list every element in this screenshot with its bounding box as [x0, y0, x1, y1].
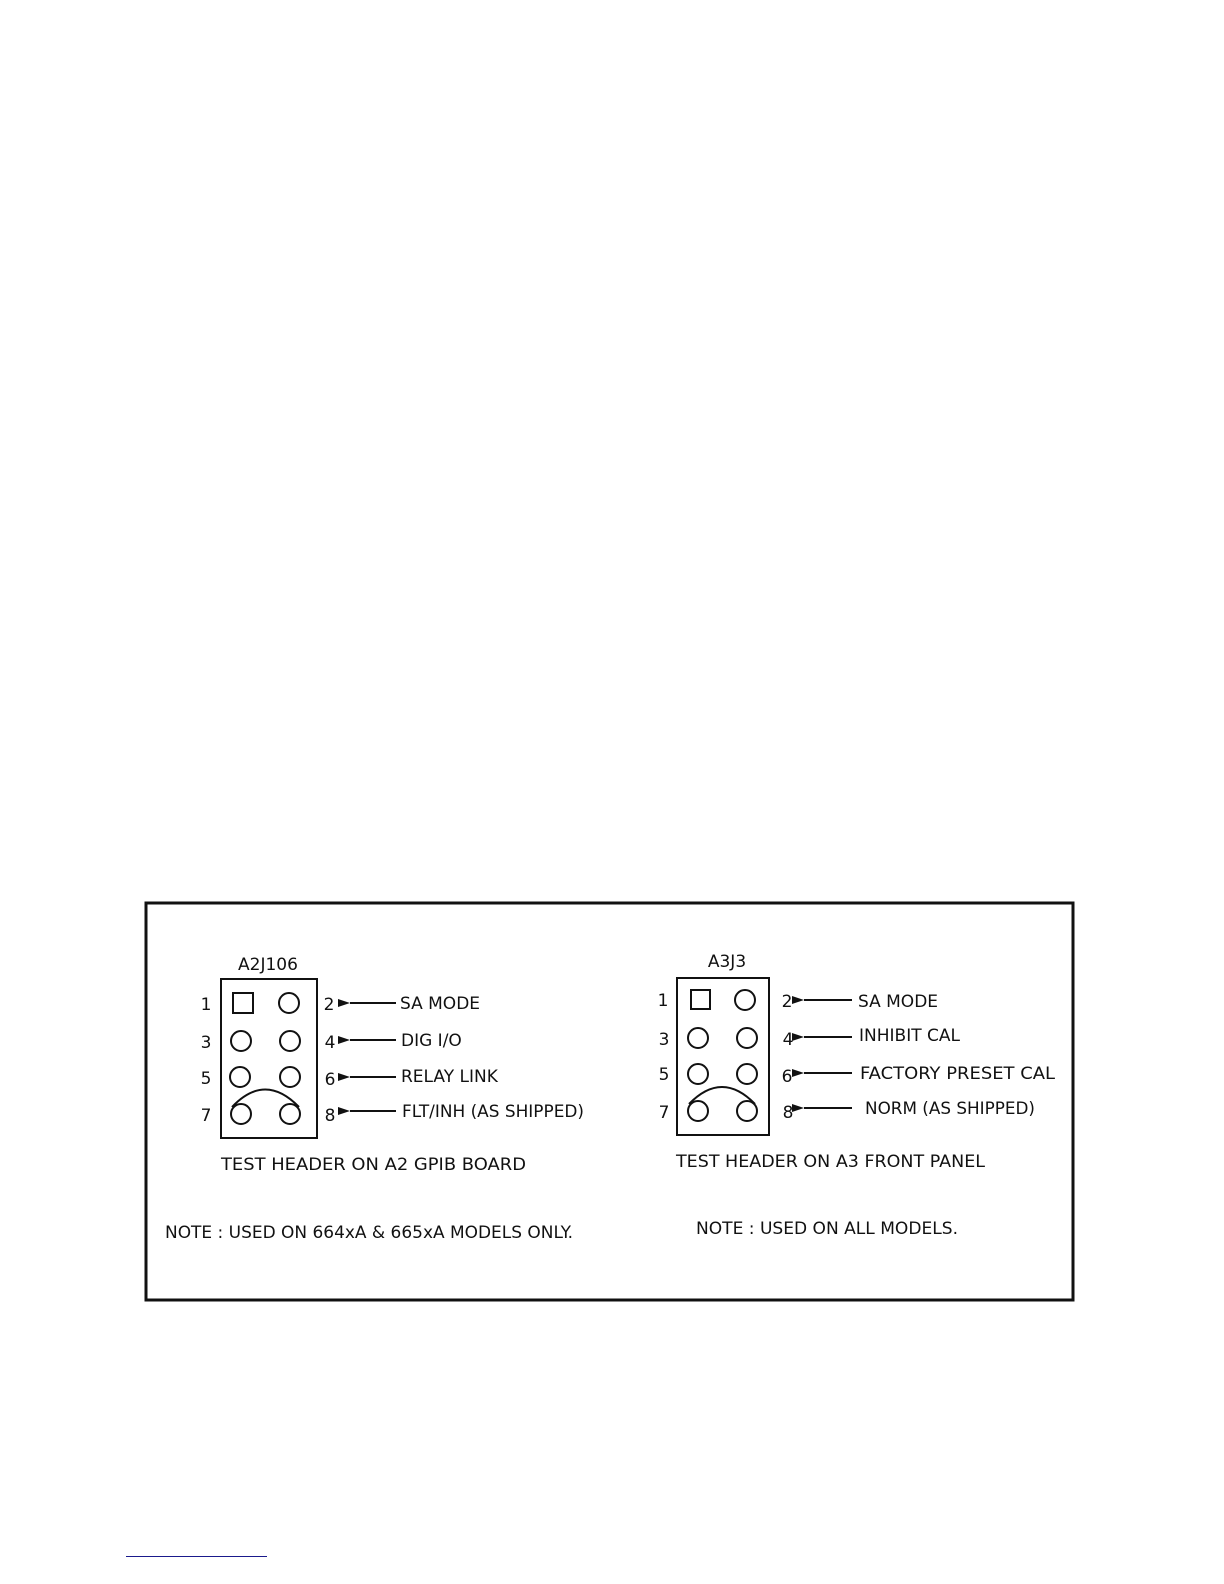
header-caption: TEST HEADER ON A3 FRONT PANEL [674, 1152, 986, 1172]
pin-number: 3 [200, 1033, 212, 1053]
header-name: A3J3 [707, 952, 747, 972]
pin-function-label: FLT/INH (AS SHIPPED) [402, 1102, 584, 1122]
pin-number: 4 [782, 1030, 794, 1050]
pin-function-label: DIG I/O [401, 1031, 462, 1051]
header-body [221, 979, 317, 1138]
pin-8-marker [280, 1104, 300, 1124]
pin-1-square-marker [233, 993, 253, 1013]
pin-number: 2 [781, 992, 793, 1012]
pin-function-label: FACTORY PRESET CAL [860, 1064, 1056, 1084]
pin-function-label: NORM (AS SHIPPED) [865, 1099, 1035, 1119]
pin-function-label: SA MODE [858, 992, 939, 1012]
pin-number: 1 [657, 991, 669, 1011]
header-a2j106 [165, 955, 584, 1243]
pin-number: 8 [324, 1106, 336, 1126]
pin-number: 4 [324, 1033, 336, 1053]
pin-6-marker [280, 1067, 300, 1087]
pin-number: 3 [658, 1030, 670, 1050]
pin-number: 5 [200, 1069, 212, 1089]
pin-5-marker [230, 1067, 250, 1087]
pin-function-label: INHIBIT CAL [859, 1026, 960, 1046]
pin-number: 7 [200, 1106, 212, 1126]
pin-number: 1 [200, 995, 212, 1015]
pin-1-square-marker [691, 990, 710, 1009]
pin-number: 7 [658, 1103, 670, 1123]
pin-6-marker [737, 1064, 757, 1084]
pin-function-label: RELAY LINK [401, 1067, 498, 1087]
pin-4-marker [280, 1031, 300, 1051]
pin-3-marker [688, 1028, 708, 1048]
pin-2-marker [735, 990, 755, 1010]
pin-5-marker [688, 1064, 708, 1084]
pin-2-marker [279, 993, 299, 1013]
pin-7-marker [688, 1101, 708, 1121]
header-note: NOTE : USED ON ALL MODELS. [696, 1219, 958, 1239]
pin-number: 5 [658, 1065, 670, 1085]
header-a3j3 [658, 952, 1056, 1239]
header-note: NOTE : USED ON 664xA & 665xA MODELS ONLY. [165, 1223, 573, 1243]
pin-number: 6 [324, 1070, 336, 1090]
pin-number: 8 [782, 1103, 794, 1123]
header-name: A2J106 [238, 955, 298, 975]
pin-number: 2 [323, 995, 335, 1015]
footnote-rule [126, 1556, 267, 1557]
pin-number: 6 [781, 1067, 793, 1087]
pin-7-marker [231, 1104, 251, 1124]
header-caption: TEST HEADER ON A2 GPIB BOARD [219, 1155, 526, 1175]
pin-4-marker [737, 1028, 757, 1048]
pin-function-label: SA MODE [400, 994, 481, 1014]
pin-3-marker [231, 1031, 251, 1051]
